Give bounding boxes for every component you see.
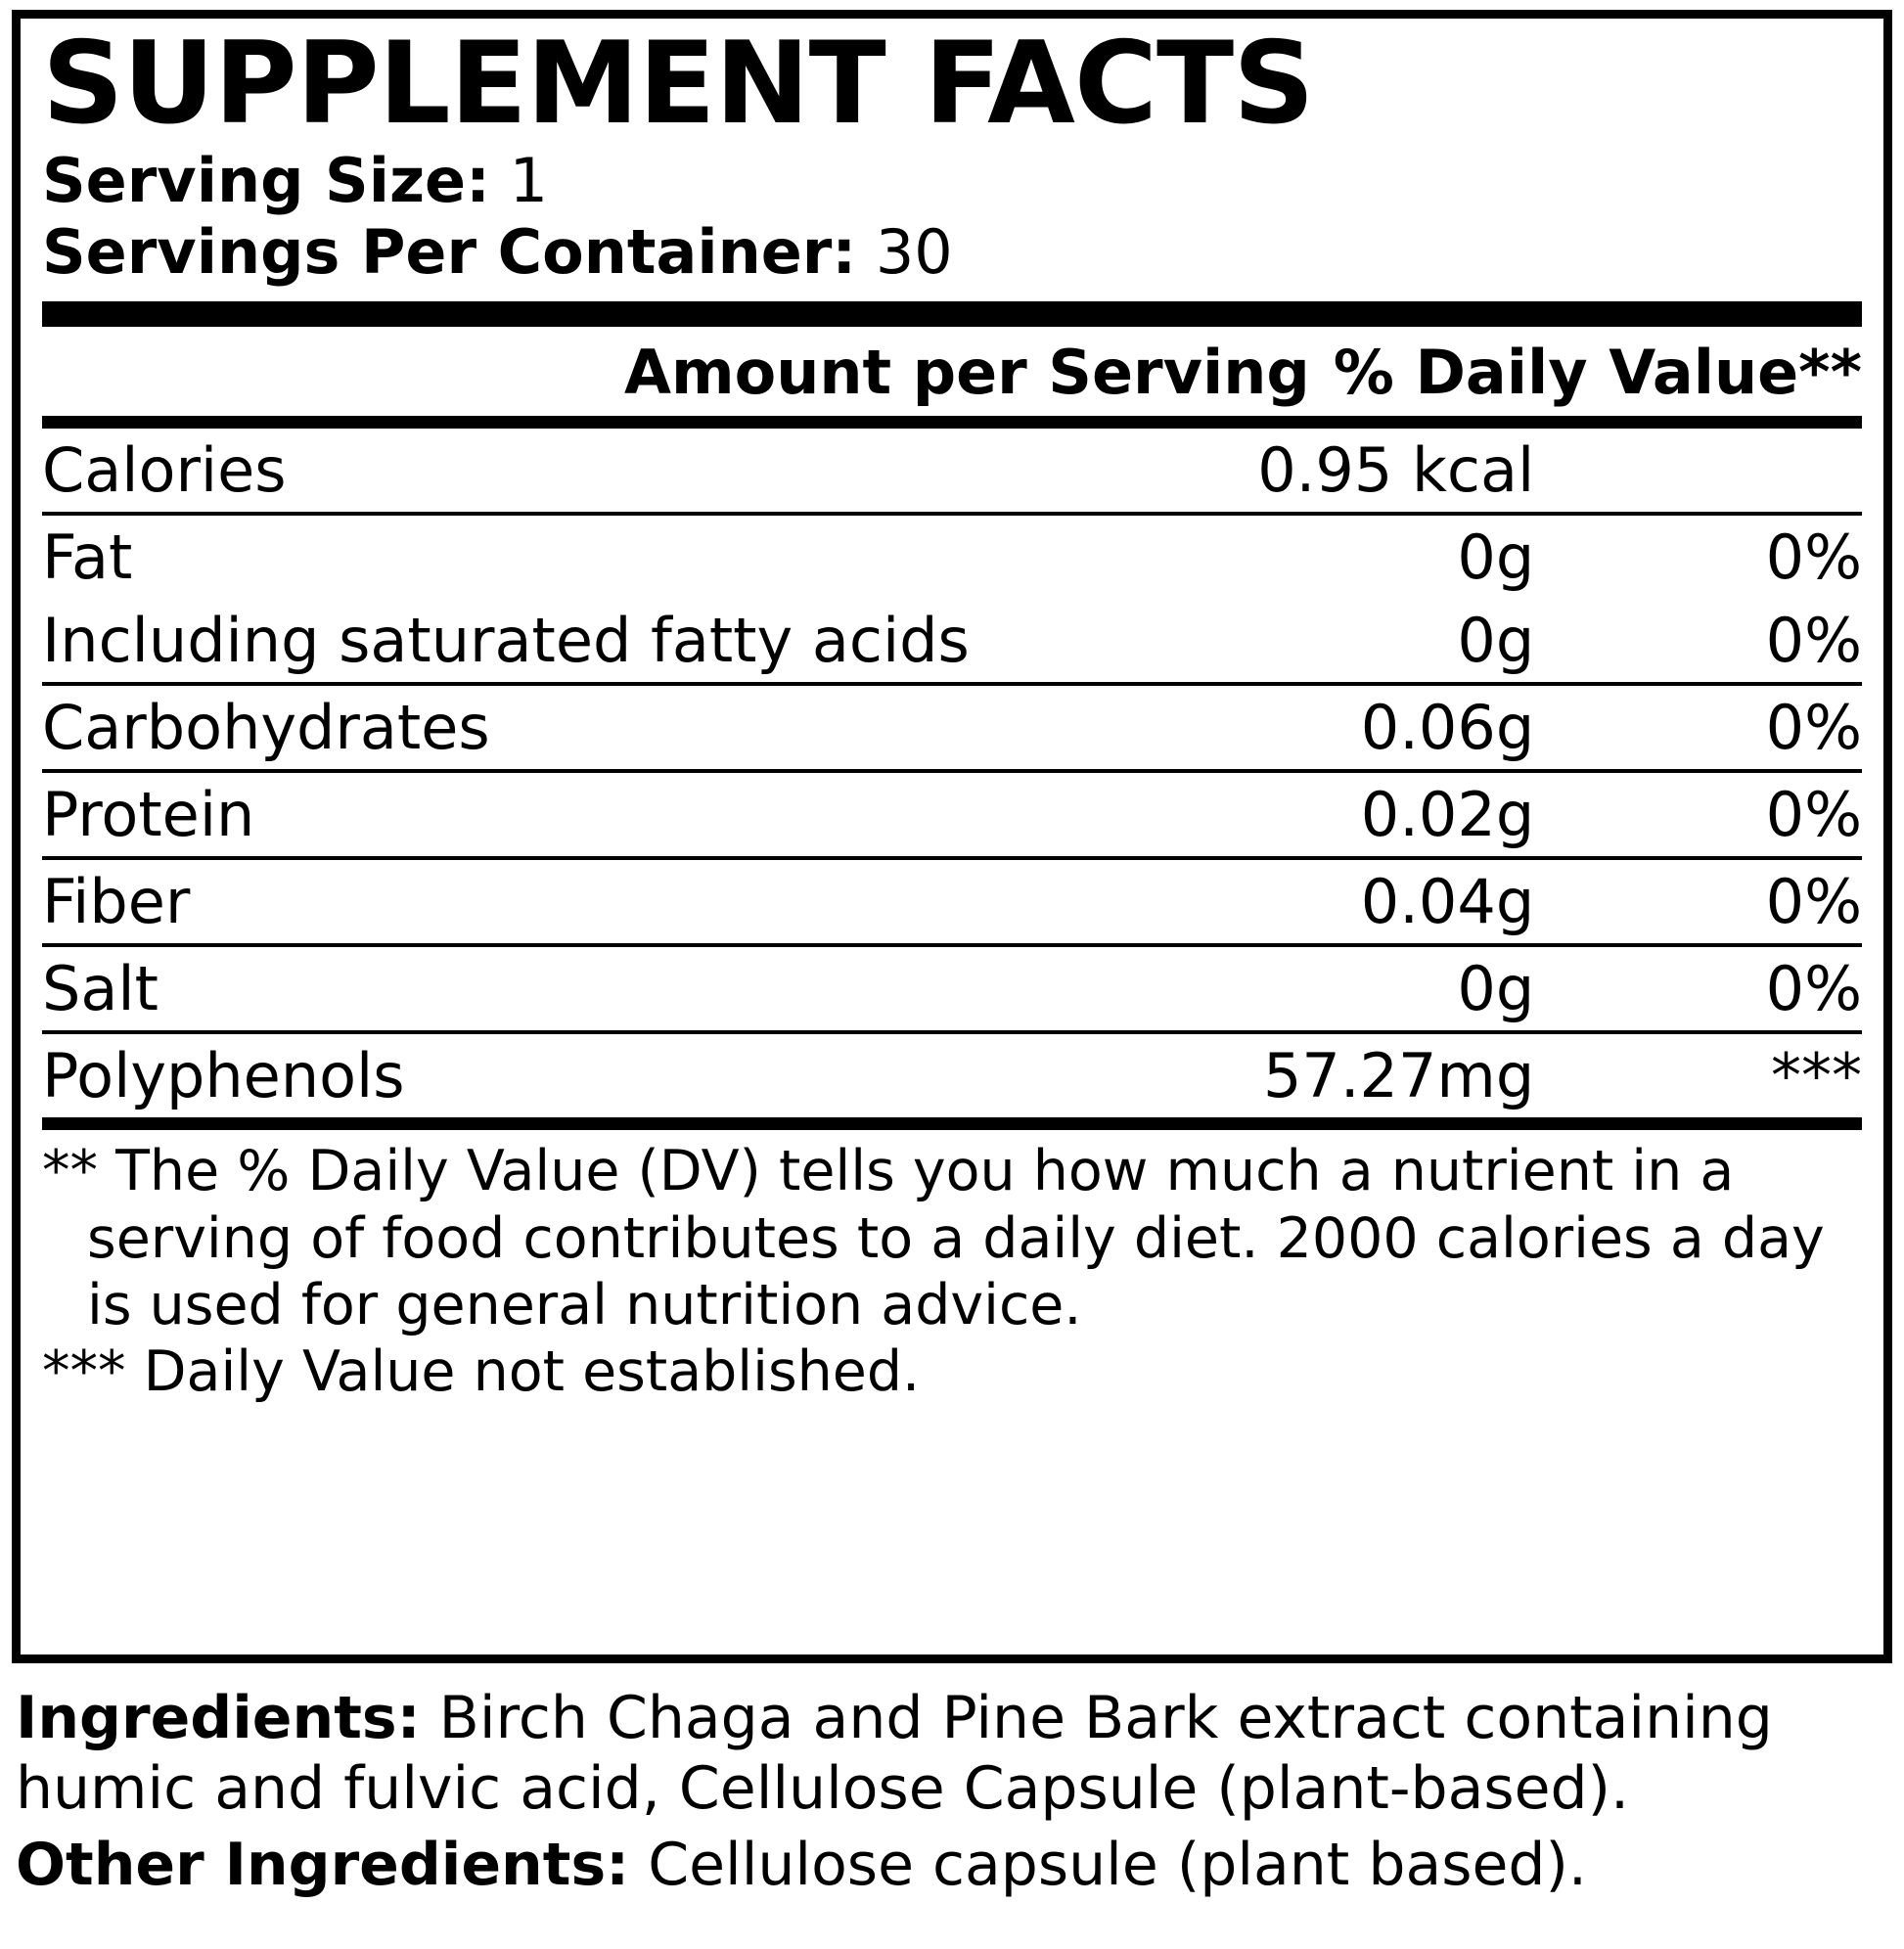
page-title: SUPPLEMENT FACTS — [42, 18, 1314, 150]
nutrient-dv: 0% — [1534, 684, 1862, 771]
nutrient-amount: 0.02g — [988, 771, 1534, 858]
table-row — [42, 684, 1862, 771]
table-row — [42, 771, 1862, 858]
nutrient-dv: 0% — [1534, 858, 1862, 945]
table-row — [42, 429, 1862, 514]
servings-per-container-label: Servings Per Container: — [42, 216, 857, 289]
nutrient-name: Fat — [42, 521, 133, 594]
nutrient-name: Salt — [42, 945, 988, 1032]
serving-size-line — [42, 145, 1862, 216]
nutrient-amount: 0g — [988, 945, 1534, 1032]
column-header-amount: Amount per Serving — [624, 337, 1310, 409]
other-ingredients-line — [16, 1830, 1890, 1900]
nutrient-dv — [1534, 429, 1862, 514]
footnote-dv-not-established: *** Daily Value not established. — [42, 1339, 921, 1405]
divider-thick-top — [42, 301, 1862, 327]
table-row — [42, 945, 1862, 1032]
nutrient-name: Protein — [42, 771, 988, 858]
ingredients-text: Birch Chaga and Pine Bark extract containing humic and fulvic acid, Cellulose Capsule (plant-based). — [16, 1684, 1773, 1823]
nutrient-name: Including saturated fatty acids — [42, 599, 988, 684]
table-row — [42, 599, 1862, 684]
nutrient-name: Fiber — [42, 858, 988, 945]
nutrient-name: Polyphenols — [42, 1040, 405, 1112]
serving-size-label: Serving Size: — [42, 144, 490, 216]
footnote-daily-value: ** The % Daily Value (DV) tells you how much a nutrient in a serving of food contributes to a daily diet. 2000 calories a day is used for general nutrition advice. — [42, 1139, 1825, 1338]
nutrient-dv: 0% — [1534, 599, 1862, 684]
servings-per-container-value: 30 — [875, 216, 953, 289]
nutrient-name: Calories — [42, 429, 988, 514]
footnotes — [42, 1130, 1862, 1406]
nutrient-dv: 0% — [1534, 771, 1862, 858]
table-row — [42, 858, 1862, 945]
facts-box — [12, 10, 1892, 1663]
column-headers — [42, 327, 1862, 416]
nutrient-amount: 0.06g — [988, 684, 1534, 771]
table-row — [42, 514, 1862, 599]
nutrient-name: Carbohydrates — [42, 684, 988, 771]
nutrient-amount: 0g — [988, 599, 1534, 684]
column-header-daily-value: % Daily Value** — [1333, 337, 1862, 409]
nutrient-amount: 0.95 kcal — [988, 429, 1534, 514]
nutrient-amount: 57.27mg — [1262, 1040, 1535, 1112]
table-row — [42, 1032, 1862, 1117]
serving-size-value: 1 — [509, 144, 549, 216]
nutrient-table — [42, 429, 1862, 1117]
other-ingredients-label: Other Ingredients: — [16, 1831, 630, 1899]
nutrient-amount: 0g — [1457, 521, 1535, 594]
divider-above-footnotes — [42, 1117, 1862, 1130]
divider-under-headers — [42, 416, 1862, 429]
nutrient-amount: 0.04g — [988, 858, 1534, 945]
other-ingredients-text: Cellulose capsule (plant based). — [648, 1831, 1587, 1899]
ingredients-line — [16, 1683, 1890, 1824]
nutrient-dv: 0% — [1765, 521, 1862, 594]
nutrient-dv: 0% — [1534, 945, 1862, 1032]
ingredients-section — [16, 1683, 1890, 1900]
ingredients-label: Ingredients: — [16, 1684, 421, 1752]
servings-per-container-line — [42, 216, 1862, 288]
nutrient-dv: *** — [1771, 1040, 1862, 1112]
